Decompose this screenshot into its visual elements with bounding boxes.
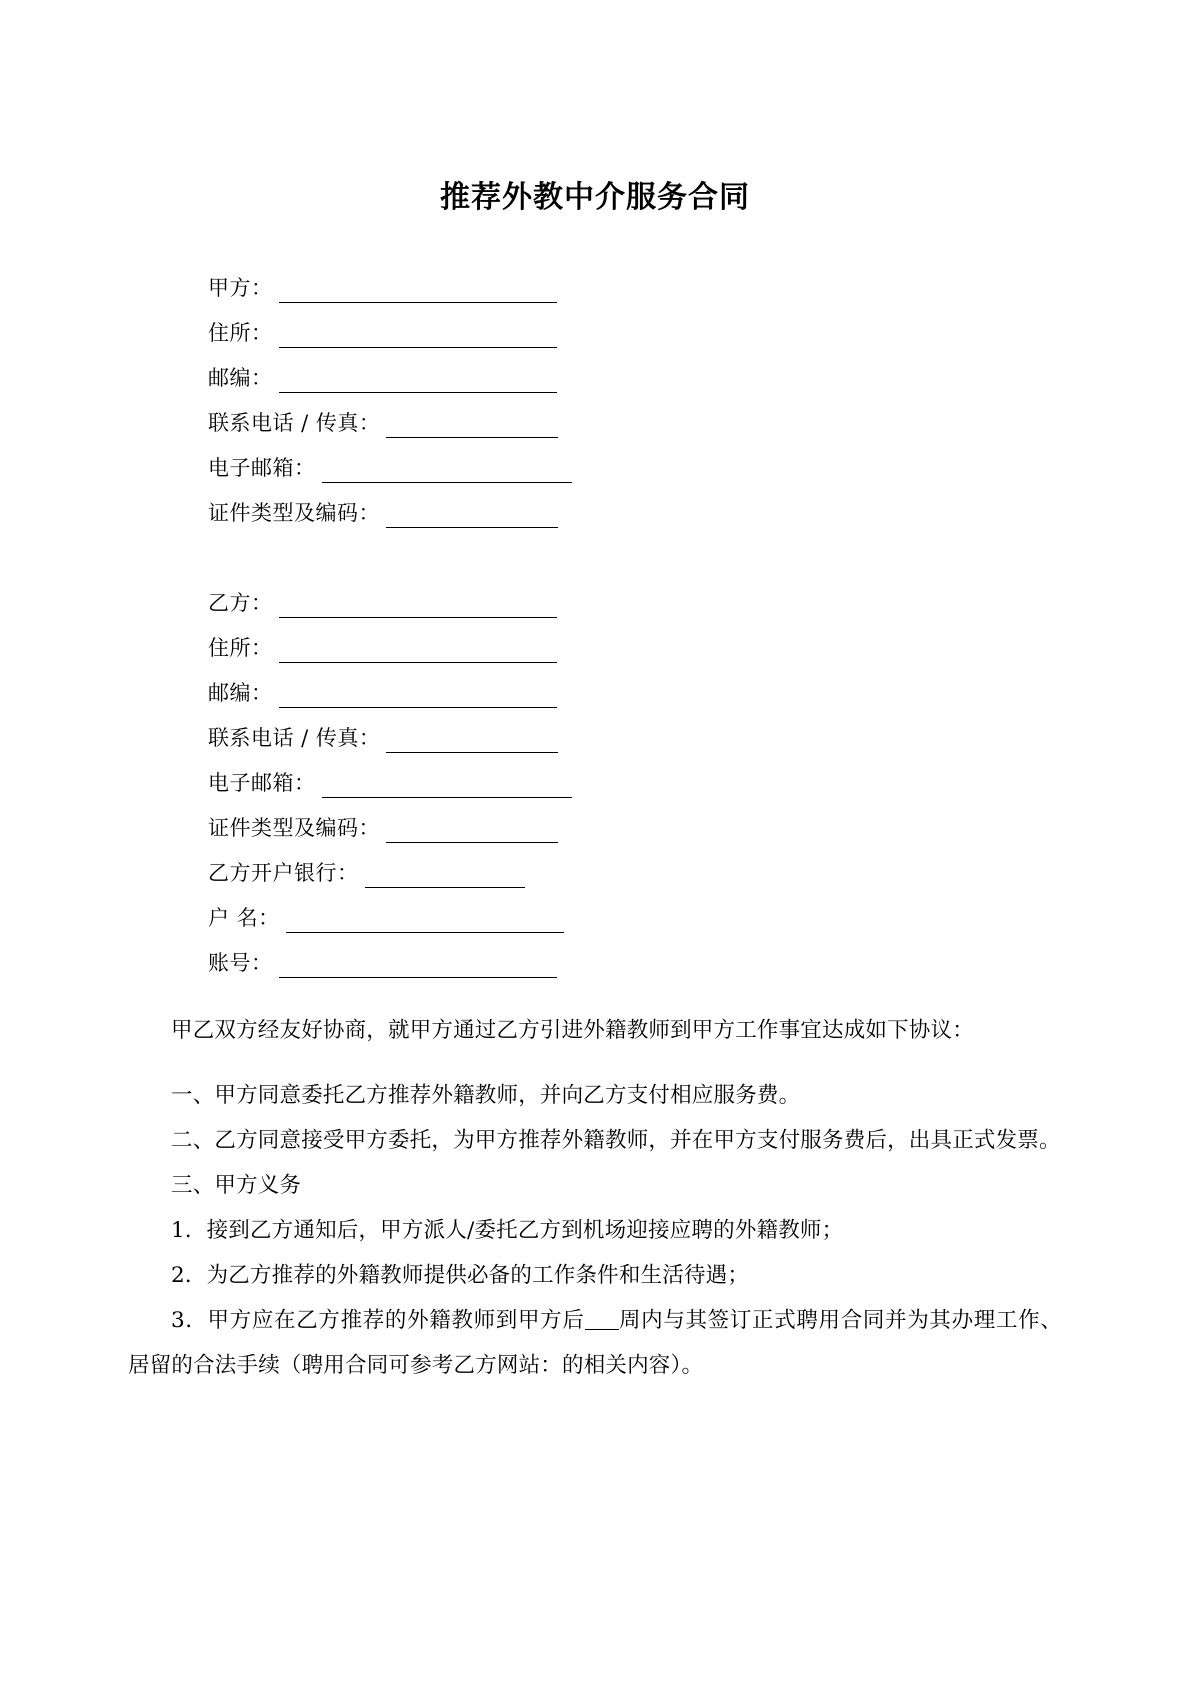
- clause-3-item-2: 2．为乙方推荐的外籍教师提供必备的工作条件和生活待遇；: [171, 1263, 750, 1288]
- document-content: [128, 0, 1062, 1388]
- clause-3-item-3: [128, 1298, 1062, 1388]
- field-input-party-b-phone-fax[interactable]: [386, 729, 558, 753]
- form-row: [208, 753, 1062, 798]
- field-input-party-b-email[interactable]: [322, 774, 572, 798]
- clause-3-item-1: 1．接到乙方通知后，甲方派人/委托乙方到机场迎接应聘的外籍教师；: [171, 1218, 844, 1243]
- form-row: [208, 708, 1062, 753]
- paragraph-gap: [128, 1053, 1062, 1073]
- form-row: [208, 348, 1062, 393]
- field-input-party-a-name[interactable]: [279, 279, 557, 303]
- field-label-party-a-address: 住所：: [208, 321, 273, 345]
- form-row: [208, 618, 1062, 663]
- field-input-party-b-postcode[interactable]: [279, 684, 557, 708]
- field-label-party-a-name: 甲方：: [208, 276, 273, 300]
- form-row: [208, 663, 1062, 708]
- field-input-party-a-id-type-code[interactable]: [386, 504, 558, 528]
- field-label-party-b-id-type-code: 证件类型及编码：: [208, 816, 380, 840]
- party-a-form: [128, 258, 1062, 978]
- field-label-party-b-email: 电子邮箱：: [208, 771, 316, 795]
- paragraph-preamble: 甲乙双方经友好协商，就甲方通过乙方引进外籍教师到甲方工作事宜达成如下协议：: [171, 1018, 974, 1043]
- form-row: [208, 573, 1062, 618]
- field-input-party-b-bank[interactable]: [365, 864, 525, 888]
- field-label-party-b-phone-fax: 联系电话 / 传真：: [208, 726, 381, 750]
- form-row: [208, 258, 1062, 303]
- clause-2: 二、乙方同意接受甲方委托，为甲方推荐外籍教师，并在甲方支付服务费后，出具正式发票。: [171, 1128, 1061, 1153]
- form-row: [208, 438, 1062, 483]
- field-input-party-b-account-name[interactable]: [286, 909, 564, 933]
- field-label-party-a-phone-fax: 联系电话 / 传真：: [208, 411, 381, 435]
- field-label-party-b-postcode: 邮编：: [208, 681, 273, 705]
- form-row: [208, 393, 1062, 438]
- clause-3-item-3-text-a: 3．甲方应在乙方推荐的外籍教师到甲方后: [171, 1308, 585, 1333]
- field-label-party-b-account-name: 户 名：: [208, 906, 280, 930]
- field-input-party-b-address[interactable]: [279, 639, 557, 663]
- form-row: [208, 303, 1062, 348]
- page-title: 推荐外教中介服务合同: [440, 181, 750, 214]
- clause-1: 一、甲方同意委托乙方推荐外籍教师，并向乙方支付相应服务费。: [171, 1083, 801, 1108]
- field-input-party-b-account-number[interactable]: [279, 954, 557, 978]
- field-label-party-b-name: 乙方：: [208, 591, 273, 615]
- field-input-party-a-phone-fax[interactable]: [386, 414, 558, 438]
- field-label-party-a-id-type-code: 证件类型及编码：: [208, 501, 380, 525]
- form-row: [208, 888, 1062, 933]
- form-row: [208, 843, 1062, 888]
- form-row: [208, 483, 1062, 528]
- field-label-party-a-postcode: 邮编：: [208, 366, 273, 390]
- field-label-party-b-address: 住所：: [208, 636, 273, 660]
- field-input-party-b-id-type-code[interactable]: [386, 819, 558, 843]
- contract-body: [128, 1008, 1062, 1388]
- field-input-party-a-email[interactable]: [322, 459, 572, 483]
- field-input-party-b-name[interactable]: [279, 594, 557, 618]
- field-label-party-a-email: 电子邮箱：: [208, 456, 316, 480]
- field-input-party-a-address[interactable]: [279, 324, 557, 348]
- field-label-party-b-account-number: 账号：: [208, 951, 273, 975]
- fill-in-blank-weeks[interactable]: [585, 1329, 619, 1330]
- form-row: [208, 933, 1062, 978]
- field-input-party-a-postcode[interactable]: [279, 369, 557, 393]
- field-label-party-b-bank: 乙方开户银行：: [208, 861, 359, 885]
- clause-3-item-3-text-b: 周内与其签订正式聘用合同并为其办理工作、居留的合法手续（聘用合同可参考乙方网站：的相关内容）。: [128, 1308, 1062, 1378]
- form-row: [208, 798, 1062, 843]
- form-section-divider: [208, 528, 1062, 573]
- clause-3-heading: 三、甲方义务: [171, 1173, 302, 1198]
